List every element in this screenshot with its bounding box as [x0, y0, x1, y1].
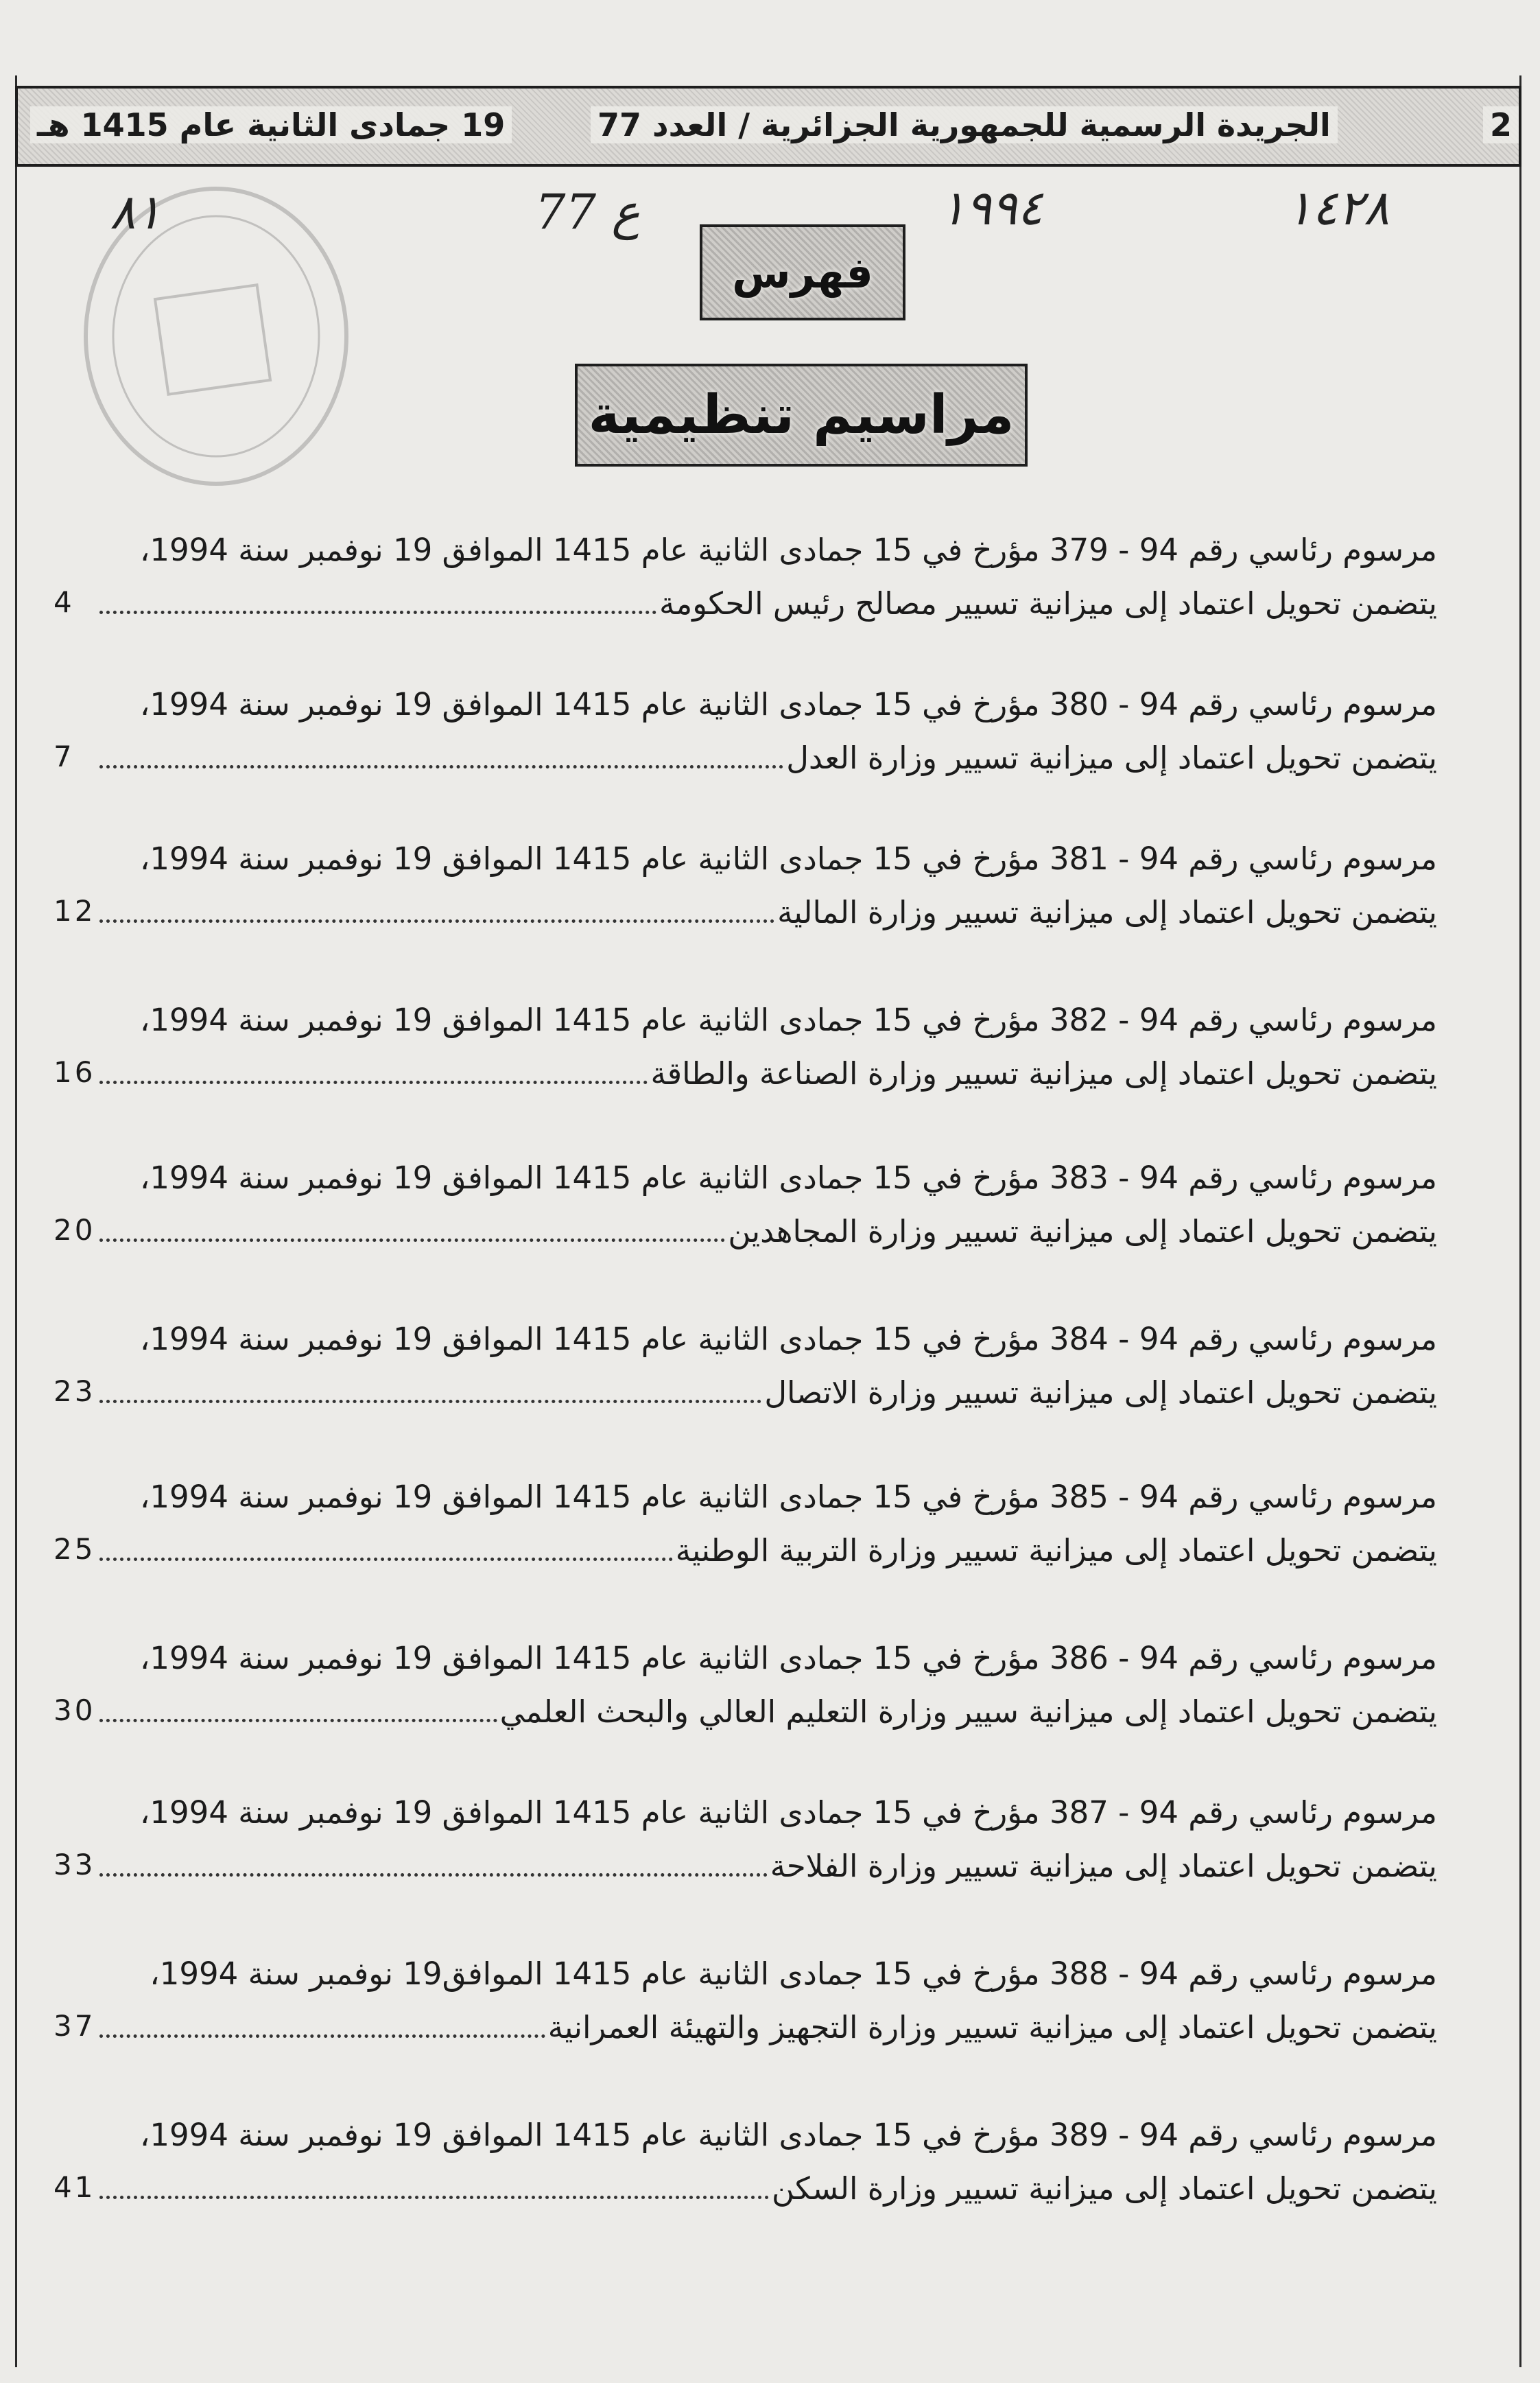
decree-subject-line [99, 1693, 1437, 1730]
decree-heading: مرسوم رئاسي رقم 94 - 387 مؤرخ في 15 جمادى الثانية عام 1415 الموافق 19 نوفمبر سنة 1994، [139, 1794, 1437, 1831]
decree-subject-line [99, 740, 1437, 776]
decree-subject: يتضمن تحويل اعتماد إلى ميزانية تسيير وزارة السكن [771, 2170, 1437, 2207]
dot-leader [99, 609, 656, 614]
header-bar [15, 86, 1521, 167]
handwritten-note: ٨١ [110, 184, 162, 240]
page-ref: 16 [54, 1055, 96, 1089]
dot-leader [99, 764, 783, 768]
toc-entry[interactable] [0, 841, 1540, 964]
decree-subject: يتضمن تحويل اعتماد إلى ميزانية تسيير وزارة التربية الوطنية [675, 1532, 1437, 1569]
decree-heading: مرسوم رئاسي رقم 94 - 388 مؤرخ في 15 جمادى الثانية عام 1415 الموافق19 نوفمبر سنة 1994، [150, 1956, 1437, 1992]
decree-subject-line [99, 1213, 1437, 1249]
header-page-number: 2 [1483, 106, 1519, 143]
decree-subject: يتضمن تحويل اعتماد إلى ميزانية تسيير وزارة المجاهدين [728, 1213, 1437, 1249]
dot-leader [99, 1237, 725, 1242]
decree-subject: يتضمن تحويل اعتماد إلى ميزانية تسيير وزارة المالية [777, 894, 1437, 930]
dot-leader [99, 2033, 545, 2038]
toc-entry[interactable] [0, 1479, 1540, 1602]
dot-leader [99, 1556, 673, 1561]
page-ref: 20 [54, 1213, 96, 1247]
index-title-box [700, 224, 905, 320]
toc-entry[interactable] [0, 1160, 1540, 1283]
decree-heading: مرسوم رئاسي رقم 94 - 381 مؤرخ في 15 جمادى الثانية عام 1415 الموافق 19 نوفمبر سنة 1994، [139, 841, 1437, 877]
toc-entry[interactable] [0, 1321, 1540, 1444]
decree-subject: يتضمن تحويل اعتماد إلى ميزانية تسيير مصالح رئيس الحكومة [659, 585, 1437, 622]
section-title-box [575, 364, 1028, 467]
dot-leader [99, 918, 774, 923]
decree-subject: يتضمن تحويل اعتماد إلى ميزانية تسيير وزارة الفلاحة [770, 1848, 1437, 1884]
decree-subject: يتضمن تحويل اعتماد إلى ميزانية تسيير وزارة التجهيز والتهيئة العمرانية [547, 2009, 1437, 2045]
decree-heading: مرسوم رئاسي رقم 94 - 382 مؤرخ في 15 جمادى الثانية عام 1415 الموافق 19 نوفمبر سنة 1994، [139, 1002, 1437, 1038]
decree-subject-line [99, 585, 1437, 622]
decree-heading: مرسوم رئاسي رقم 94 - 386 مؤرخ في 15 جمادى الثانية عام 1415 الموافق 19 نوفمبر سنة 1994، [139, 1640, 1437, 1676]
handwritten-note: ١٤٢٨ [1286, 180, 1390, 236]
decree-subject: يتضمن تحويل اعتماد إلى ميزانية تسيير وزارة الصناعة والطاقة [650, 1055, 1437, 1092]
dot-leader [99, 2194, 769, 2199]
header-title: الجريدة الرسمية للجمهورية الجزائرية / العدد 77 [591, 106, 1338, 143]
decree-heading: مرسوم رئاسي رقم 94 - 380 مؤرخ في 15 جمادى الثانية عام 1415 الموافق 19 نوفمبر سنة 1994، [139, 686, 1437, 723]
dot-leader [99, 1717, 497, 1722]
decree-heading: مرسوم رئاسي رقم 94 - 384 مؤرخ في 15 جمادى الثانية عام 1415 الموافق 19 نوفمبر سنة 1994، [139, 1321, 1437, 1357]
decree-subject-line [99, 1055, 1437, 1092]
handwritten-note: 77 ع [535, 184, 641, 240]
decree-subject: يتضمن تحويل اعتماد إلى ميزانية سيير وزارة التعليم العالي والبحث العلمي [499, 1693, 1437, 1730]
page-ref: 41 [54, 2170, 96, 2204]
decree-subject-line [99, 2170, 1437, 2207]
dot-leader [99, 1872, 768, 1877]
page-ref: 4 [54, 585, 75, 619]
decree-subject-line [99, 894, 1437, 930]
decree-heading: مرسوم رئاسي رقم 94 - 379 مؤرخ في 15 جمادى الثانية عام 1415 الموافق 19 نوفمبر سنة 1994، [139, 532, 1437, 568]
index-title: فهرس [732, 247, 873, 298]
page-ref: 30 [54, 1693, 96, 1727]
decree-subject-line [99, 1848, 1437, 1884]
toc-entry[interactable] [0, 1002, 1540, 1125]
toc-entry[interactable] [0, 2117, 1540, 2240]
section-title: مراسيم تنظيمية [588, 384, 1015, 446]
decree-heading: مرسوم رئاسي رقم 94 - 385 مؤرخ في 15 جمادى الثانية عام 1415 الموافق 19 نوفمبر سنة 1994، [139, 1479, 1437, 1515]
page-ref: 25 [54, 1532, 96, 1566]
page-ref: 7 [54, 740, 75, 773]
decree-subject: يتضمن تحويل اعتماد إلى ميزانية تسيير وزارة الاتصال [764, 1374, 1437, 1411]
decree-heading: مرسوم رئاسي رقم 94 - 383 مؤرخ في 15 جمادى الثانية عام 1415 الموافق 19 نوفمبر سنة 1994، [139, 1160, 1437, 1196]
toc-entry[interactable] [0, 686, 1540, 810]
dot-leader [99, 1079, 648, 1084]
decree-subject-line [99, 2009, 1437, 2045]
decree-subject: يتضمن تحويل اعتماد إلى ميزانية تسيير وزارة العدل [786, 740, 1437, 776]
toc-entry[interactable] [0, 1640, 1540, 1763]
header-date: 19 جمادى الثانية عام 1415 هـ [30, 106, 512, 143]
toc-entry[interactable] [0, 1794, 1540, 1918]
dot-leader [99, 1398, 761, 1403]
page-ref: 23 [54, 1374, 96, 1408]
page-ref: 33 [54, 1848, 96, 1881]
decree-subject-line [99, 1374, 1437, 1411]
toc-entry[interactable] [0, 532, 1540, 655]
page-ref: 12 [54, 894, 96, 928]
decree-subject-line [99, 1532, 1437, 1569]
decree-heading: مرسوم رئاسي رقم 94 - 389 مؤرخ في 15 جمادى الثانية عام 1415 الموافق 19 نوفمبر سنة 1994، [139, 2117, 1437, 2153]
toc-entry[interactable] [0, 1956, 1540, 2079]
page-ref: 37 [54, 2009, 96, 2043]
handwritten-note: ١٩٩٤ [940, 180, 1043, 236]
